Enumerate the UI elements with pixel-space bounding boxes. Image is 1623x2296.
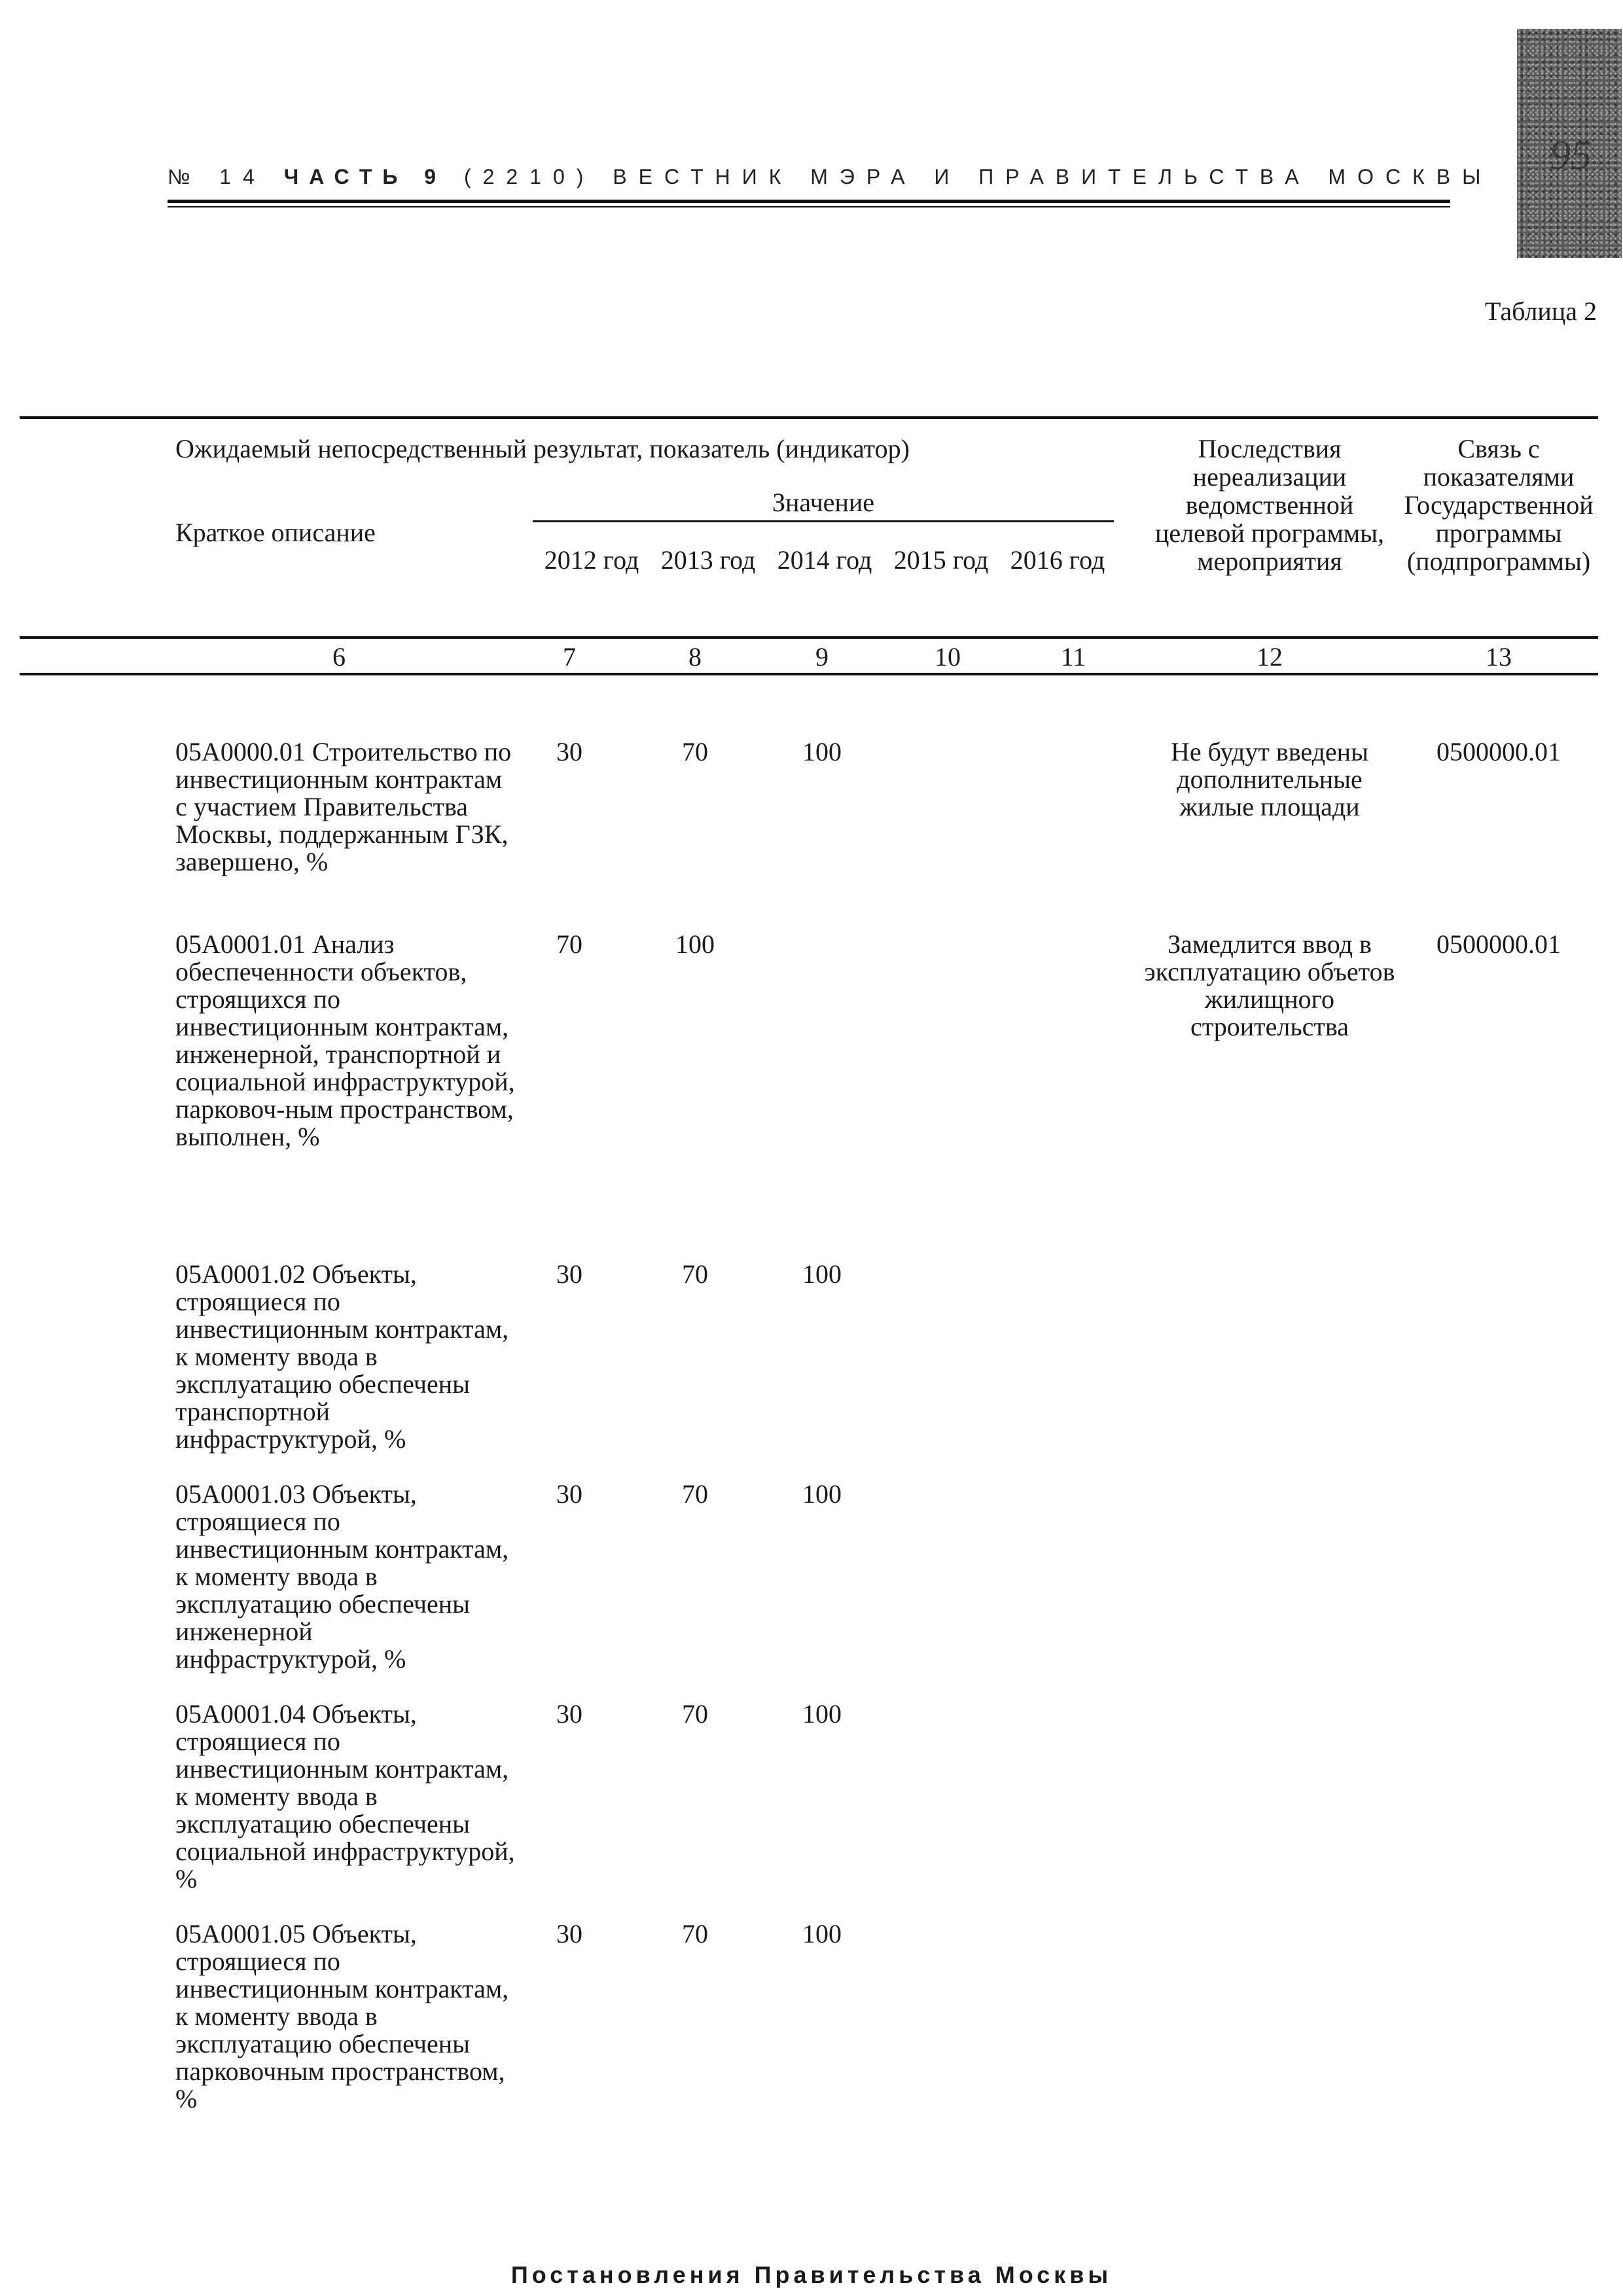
value-2014: 100 <box>802 1259 842 1289</box>
value-2013: 70 <box>682 1259 708 1289</box>
row-description: 05А0000.01 Строительство по инвестиционным контрактам с участием Правительства Москвы, поддержанным ГЗК, завершено, % <box>175 737 512 876</box>
year-header-2016: 2016 год <box>1010 545 1105 575</box>
row-description: 05А0001.03 Объекты, строящиеся по инвестиционным контрактам, к моменту ввода в эксплуатацию обеспечены инженерной инфраструктурой, % <box>175 1479 509 1674</box>
page-number: 95 <box>1550 132 1592 178</box>
row-program-link: 0500000.01 <box>1436 737 1561 766</box>
value-2013: 70 <box>682 1479 708 1509</box>
value-header: Значение <box>772 488 875 517</box>
result-header: Ожидаемый непосредственный результат, показатель (индикатор) <box>175 434 910 463</box>
year-header-2013: 2013 год <box>660 545 756 575</box>
column-number-12: 12 <box>1257 642 1283 672</box>
value-2012: 30 <box>556 1479 582 1509</box>
value-2012: 30 <box>556 1699 582 1729</box>
value-2013: 70 <box>682 1919 708 1948</box>
column-numbers-rule <box>20 673 1598 675</box>
year-header-2012: 2012 год <box>544 545 639 575</box>
page-footer: Постановления Правительства Москвы <box>510 2261 1113 2288</box>
issue-number: № 14 <box>168 165 266 188</box>
header-rule-thin <box>168 206 1450 207</box>
year-header-2014: 2014 год <box>777 545 872 575</box>
value-2012: 70 <box>556 929 582 959</box>
consequences-header: Последствия нереализации ведомственной целевой программы, мероприятия <box>1155 434 1384 576</box>
row-consequence: Замедлится ввод в эксплуатацию объетов жилищного строительства <box>1144 929 1395 1041</box>
value-header-rule <box>533 520 1114 522</box>
table-label: Таблица 2 <box>1484 296 1597 326</box>
running-header <box>168 165 1493 189</box>
row-description: 05А0001.05 Объекты, строящиеся по инвестиционным контрактам, к моменту ввода в эксплуатацию обеспечены парковочным пространством, % <box>175 1919 509 2113</box>
table-top-rule <box>20 416 1598 419</box>
value-2013: 100 <box>675 929 715 959</box>
row-consequence: Не будут введены дополнительные жилые площади <box>1171 737 1368 821</box>
value-2014: 100 <box>802 1479 842 1509</box>
row-description: 05А0001.01 Анализ обеспеченности объектов, строящихся по инвестиционным контрактам, инженерной, транспортной и социальной инфраструктурой, парковоч-ным пространством, выполнен, % <box>175 929 515 1151</box>
value-2013: 70 <box>682 737 708 766</box>
publication-title: ВЕСТНИК МЭРА И ПРАВИТЕЛЬСТВА МОСКВЫ <box>613 165 1493 188</box>
value-2014: 100 <box>802 1919 842 1948</box>
column-number-11: 11 <box>1060 642 1086 672</box>
program-link-header: Связь с показателями Государственной программы (подпрограммы) <box>1404 434 1594 576</box>
column-number-9: 9 <box>815 642 829 672</box>
edition-number: (2210) <box>463 165 596 188</box>
header-rule <box>168 200 1450 203</box>
column-number-8: 8 <box>688 642 702 672</box>
value-2012: 30 <box>556 737 582 766</box>
row-description: 05А0001.04 Объекты, строящиеся по инвестиционным контрактам, к моменту ввода в эксплуатацию обеспечены социальной инфраструктурой, % <box>175 1699 515 1893</box>
value-2013: 70 <box>682 1699 708 1729</box>
short-description-header: Краткое описание <box>175 518 376 547</box>
value-2012: 30 <box>556 1259 582 1289</box>
header-bottom-rule <box>20 636 1598 639</box>
value-2014: 100 <box>802 1699 842 1729</box>
value-2012: 30 <box>556 1919 582 1948</box>
column-number-10: 10 <box>935 642 961 672</box>
column-number-7: 7 <box>563 642 576 672</box>
column-number-13: 13 <box>1486 642 1512 672</box>
row-description: 05А0001.02 Объекты, строящиеся по инвестиционным контрактам, к моменту ввода в эксплуатацию обеспечены транспортной инфраструктурой, % <box>175 1259 509 1454</box>
value-2014: 100 <box>802 737 842 766</box>
year-header-2015: 2015 год <box>893 545 989 575</box>
column-number-6: 6 <box>332 642 346 672</box>
part-label: ЧАСТЬ 9 <box>283 165 447 188</box>
row-program-link: 0500000.01 <box>1436 929 1561 959</box>
